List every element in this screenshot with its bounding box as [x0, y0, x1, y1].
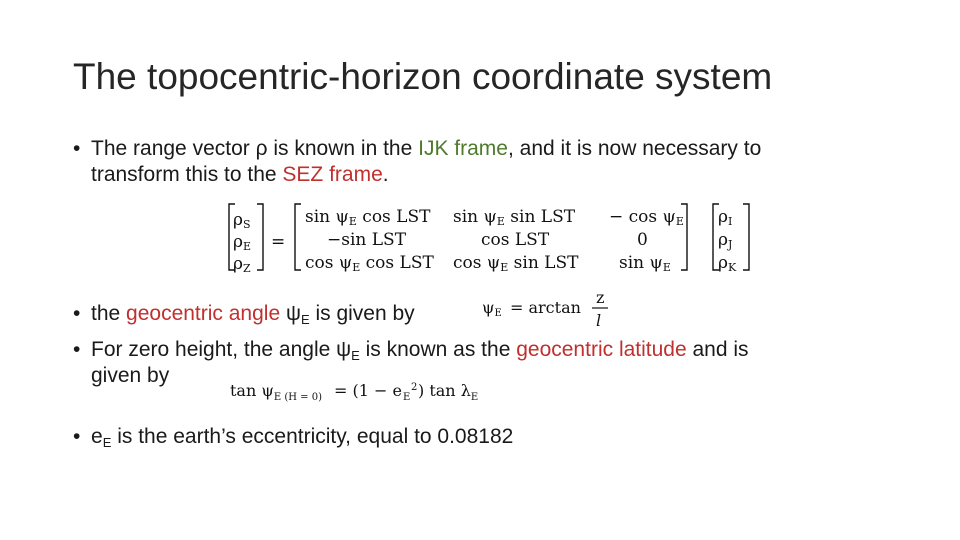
bullet-text: the [91, 302, 127, 325]
geocentric-angle-highlight: geocentric angle [126, 302, 281, 325]
m22: cos LST [481, 230, 550, 250]
m11: sin ψE cos LST [305, 207, 431, 228]
sez-frame-highlight: SEZ frame [282, 163, 383, 186]
bullet-text: is given by [309, 302, 415, 325]
subscript: E [102, 435, 112, 450]
svg-text:E: E [403, 392, 411, 403]
bullet-text: e [91, 425, 103, 448]
m12: sin ψE sin LST [453, 207, 576, 228]
svg-text:tan ψE (H = 0): $\tan \psi_{E (H = 0)}$ [230, 381, 323, 403]
bullet-text: and is [686, 338, 749, 361]
lhs-rho-s: ρS [233, 210, 251, 231]
svg-text:2: 2 [411, 382, 418, 393]
bullet-dot: • [73, 338, 81, 361]
rotation-matrix-equation [225, 198, 755, 276]
bullet-text: transform this to the [91, 163, 283, 186]
svg-text:= (1 − e: = (1 − e [334, 381, 402, 400]
svg-text:l: l [596, 311, 602, 330]
m21: −sin LST [327, 230, 407, 250]
bullet-text: ψ [280, 302, 301, 325]
m32: cos ψE sin LST [453, 253, 579, 274]
bullet-text: . [382, 163, 389, 186]
svg-text:= arctan: = arctan [510, 298, 581, 317]
bullet-range-vector [0, 136, 960, 190]
m31: cos ψE cos LST [305, 253, 434, 274]
m23: 0 [637, 230, 648, 250]
bullet-text: The range vector ρ is known in the [91, 137, 419, 160]
bullet-text: , and it is now necessary to [507, 137, 762, 160]
equals-sign: = [271, 232, 286, 252]
bullet-text: given by [91, 364, 170, 387]
subscript: E [351, 348, 360, 363]
bullet-dot: • [73, 137, 81, 160]
bullet-text: is the earth’s eccentricity, equal to 0.08182 [111, 425, 514, 448]
m13: − cos ψE [609, 207, 684, 228]
rhs-rho-j: ρJ [718, 230, 733, 251]
bullet-geocentric-angle [0, 301, 460, 327]
ijk-frame-highlight: IJK frame [418, 137, 508, 160]
svg-text:z: z [596, 288, 605, 307]
geocentric-latitude-highlight: geocentric latitude [516, 338, 687, 361]
lhs-rho-z: ρZ [233, 254, 251, 275]
lhs-rho-e: ρE [233, 232, 252, 253]
m33: sin ψE [619, 253, 671, 274]
svg-text:ψE: ψE [482, 298, 502, 319]
bullet-dot: • [73, 425, 81, 448]
subscript: E [300, 312, 310, 327]
svg-text:) tan λE: ) $\tan \lambda_E$ [418, 381, 479, 403]
rhs-rho-k: ρK [718, 253, 737, 274]
rhs-rho-i: ρI [718, 207, 733, 228]
bullet-eccentricity [0, 424, 960, 454]
bullet-text: is known as the [359, 338, 517, 361]
bullet-text: For zero height, the angle ψ [91, 338, 352, 361]
psi-arctan-equation [480, 287, 620, 331]
geocentric-latitude-equation [228, 376, 508, 404]
bullet-dot: • [73, 302, 81, 325]
slide-title: The topocentric-horizon coordinate system [73, 56, 773, 97]
